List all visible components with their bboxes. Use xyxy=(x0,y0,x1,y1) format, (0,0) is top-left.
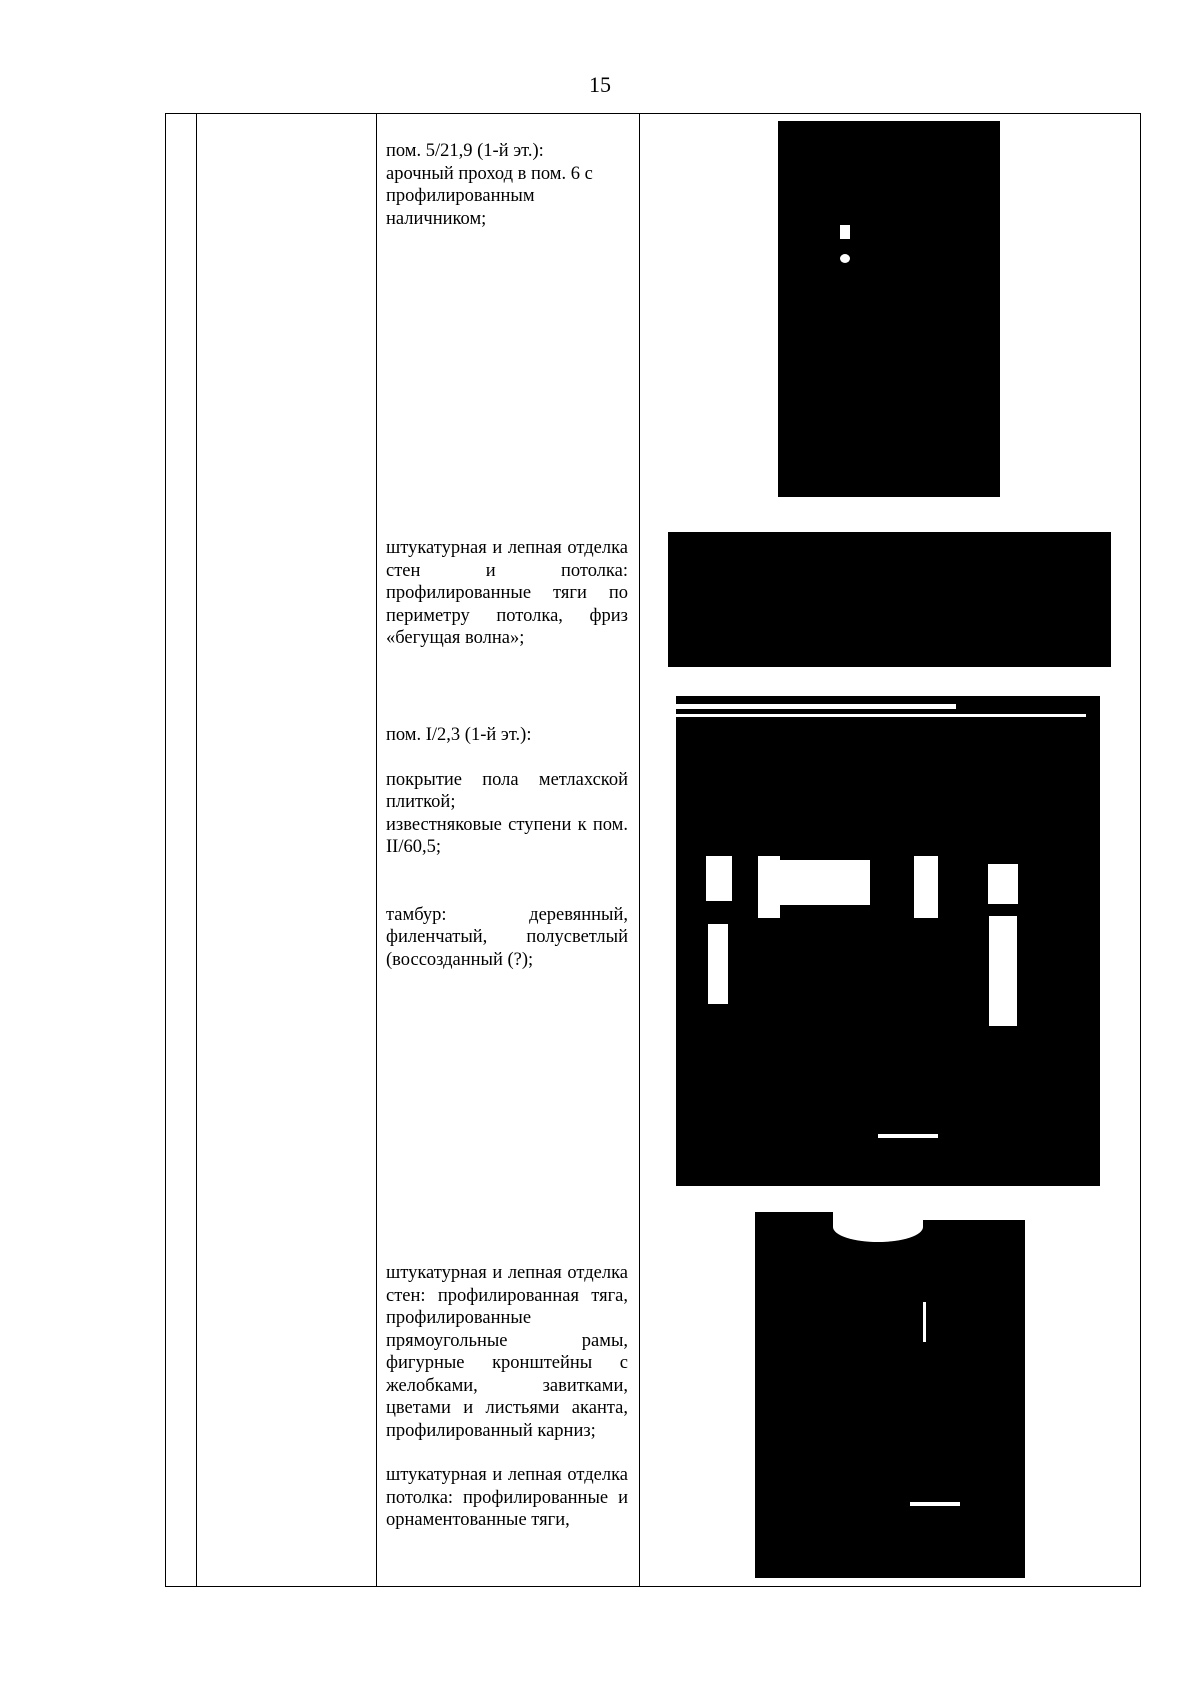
photo-highlight xyxy=(676,714,1086,717)
entry-1-text xyxy=(386,140,628,230)
photo-highlight xyxy=(758,856,780,918)
photo-archway xyxy=(778,121,1000,497)
page-number: 15 xyxy=(589,72,611,97)
photo-highlight xyxy=(840,254,850,263)
column-divider xyxy=(376,113,377,1587)
column-divider xyxy=(639,113,640,1587)
photo-highlight xyxy=(833,1212,923,1242)
entry-1-line-1: пом. 5/21,9 (1-й эт.): xyxy=(386,141,544,161)
photo-highlight xyxy=(676,704,956,709)
photo-wall-decor xyxy=(755,1212,1025,1578)
column-divider xyxy=(196,113,197,1587)
photo-highlight xyxy=(923,1302,926,1342)
entry-4-text xyxy=(386,1262,628,1532)
entry-4-line-1: штукатурная и лепная отделка стен: профилированная тяга, профилированные прямоугольные рамы, фигурные кронштейны с желобками, завитками, цветами и листьями аканта, профилированный карниз; xyxy=(386,1263,628,1441)
photo-highlight xyxy=(706,856,732,901)
entry-1-line-2: арочный проход в пом. 6 с профилированным наличником; xyxy=(386,163,593,229)
photo-highlight xyxy=(914,856,938,918)
entry-4-extra: штукатурная и лепная отделка потолка: профилированные и орнаментованные тяги, xyxy=(386,1465,628,1530)
photo-highlight xyxy=(923,1212,1025,1220)
photo-highlight xyxy=(840,225,850,239)
photo-highlight xyxy=(878,1134,938,1138)
photo-frieze xyxy=(668,532,1111,667)
photo-vestibule xyxy=(676,696,1100,1186)
photo-highlight xyxy=(988,864,1018,904)
entry-2-line-1: штукатурная и лепная отделка стен и потолка: профилированные тяги по периметру потолка, фриз «бегущая волна»; xyxy=(386,538,628,648)
photo-highlight xyxy=(989,916,1017,1026)
entry-2-text xyxy=(386,537,628,650)
entry-3-text xyxy=(386,724,628,971)
entry-3-line-1: покрытие пола метлахской плиткой; xyxy=(386,769,628,812)
entry-3-extra: тамбур: деревянный, филенчатый, полусветлый (воссозданный (?); xyxy=(386,904,628,970)
entry-3-line-2: известняковые ступени к пом. II/60,5; xyxy=(386,814,628,857)
photo-highlight xyxy=(708,924,728,1004)
entry-3-heading: пом. I/2,3 (1-й эт.): xyxy=(386,725,532,745)
photo-highlight xyxy=(910,1502,960,1506)
